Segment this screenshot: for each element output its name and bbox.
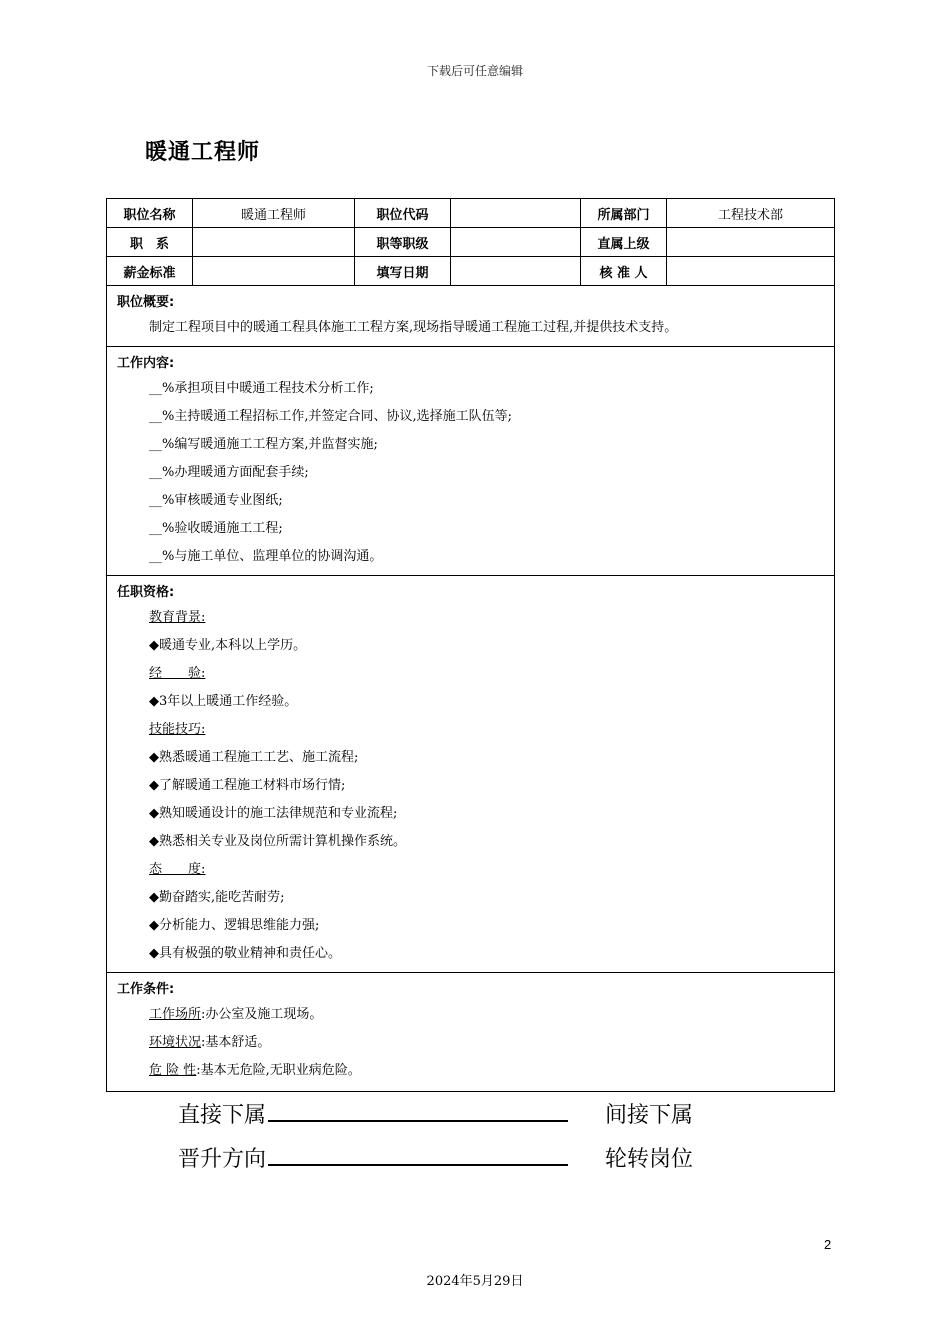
education-label: 教育背景: (149, 610, 206, 625)
table-row (107, 199, 835, 228)
label-position-code: 职位代码 (355, 199, 451, 228)
promotion-label: 晋升方向 (178, 1147, 267, 1172)
list-item: ◆了解暖通工程施工材料市场行情; (149, 778, 346, 793)
value-position-code (451, 199, 581, 228)
promotion-line (178, 1142, 568, 1173)
overview-text: 制定工程项目中的暖通工程具体施工工程方案,现场指导暖通工程施工过程,并提供技术支持。 (149, 320, 678, 335)
qualifications-section (107, 576, 835, 973)
table-row (107, 576, 835, 973)
conditions-section (107, 973, 835, 1092)
duties-heading: 工作内容: (117, 356, 175, 371)
experience-label: 经 验: (149, 666, 206, 681)
value-department: 工程技术部 (667, 199, 835, 228)
list-item: ◆暖通专业,本科以上学历。 (149, 638, 307, 653)
value-job-series (193, 228, 355, 257)
duties-section (107, 347, 835, 576)
direct-reports-line (178, 1098, 568, 1129)
list-item: __%编写暖通施工工程方案,并监督实施; (149, 437, 378, 452)
value-direct-supervisor (667, 228, 835, 257)
indirect-reports-label: 间接下属 (605, 1103, 694, 1128)
list-item: ◆3年以上暖通工作经验。 (149, 694, 298, 709)
table-row (107, 973, 835, 1092)
direct-reports-label: 直接下属 (178, 1103, 267, 1128)
list-item: __%主持暖通工程招标工作,并签定合同、协议,选择施工队伍等; (149, 409, 512, 424)
label-department: 所属部门 (581, 199, 667, 228)
page-number: 2 (824, 1237, 832, 1252)
list-item: __%与施工单位、监理单位的协调沟通。 (149, 549, 383, 564)
label-approver: 核 准 人 (581, 257, 667, 286)
table-row (107, 228, 835, 257)
environment-value: :基本舒适。 (201, 1035, 271, 1050)
label-grade-level: 职等职级 (355, 228, 451, 257)
risk-label: 危 险 性 (149, 1063, 197, 1078)
label-direct-supervisor: 直属上级 (581, 228, 667, 257)
page-title: 暖通工程师 (145, 140, 261, 165)
list-item: __%验收暖通施工工程; (149, 521, 283, 536)
table-row (107, 257, 835, 286)
attitude-label: 态 度: (149, 862, 206, 877)
list-item: __%办理暖通方面配套手续; (149, 465, 309, 480)
value-grade-level (451, 228, 581, 257)
list-item: ◆熟悉相关专业及岗位所需计算机操作系统。 (149, 834, 406, 849)
skills-label: 技能技巧: (149, 722, 206, 737)
fill-in-rule (268, 1100, 568, 1122)
footer-date: 2024年5月29日 (426, 1274, 524, 1289)
job-description-table (106, 198, 835, 1092)
rotation-label: 轮转岗位 (605, 1147, 694, 1172)
workplace-value: :办公室及施工现场。 (201, 1007, 323, 1022)
overview-section (107, 286, 835, 347)
table-row (107, 347, 835, 576)
value-approver (667, 257, 835, 286)
label-fill-date: 填写日期 (355, 257, 451, 286)
value-salary-standard (193, 257, 355, 286)
list-item: __%承担项目中暖通工程技术分析工作; (149, 381, 374, 396)
qualifications-heading: 任职资格: (117, 585, 175, 600)
table-row (107, 286, 835, 347)
value-position-name: 暖通工程师 (193, 199, 355, 228)
list-item: ◆具有极强的敬业精神和责任心。 (149, 946, 341, 961)
list-item: __%审核暖通专业图纸; (149, 493, 283, 508)
environment-label: 环境状况 (149, 1035, 202, 1050)
risk-value: :基本无危险,无职业病危险。 (196, 1063, 361, 1078)
overview-heading: 职位概要: (117, 295, 175, 310)
header-note: 下载后可任意编辑 (426, 64, 523, 78)
label-position-name: 职位名称 (107, 199, 193, 228)
list-item: ◆勤奋踏实,能吃苦耐劳; (149, 890, 285, 905)
value-fill-date (451, 257, 581, 286)
workplace-label: 工作场所 (149, 1007, 202, 1022)
conditions-heading: 工作条件: (117, 982, 175, 997)
label-job-series: 职 系 (107, 228, 193, 257)
list-item: ◆熟知暖通设计的施工法律规范和专业流程; (149, 806, 398, 821)
list-item: ◆熟悉暖通工程施工工艺、施工流程; (149, 750, 359, 765)
list-item: ◆分析能力、逻辑思维能力强; (149, 918, 320, 933)
fill-in-rule (268, 1144, 568, 1166)
label-salary-standard: 薪金标准 (107, 257, 193, 286)
